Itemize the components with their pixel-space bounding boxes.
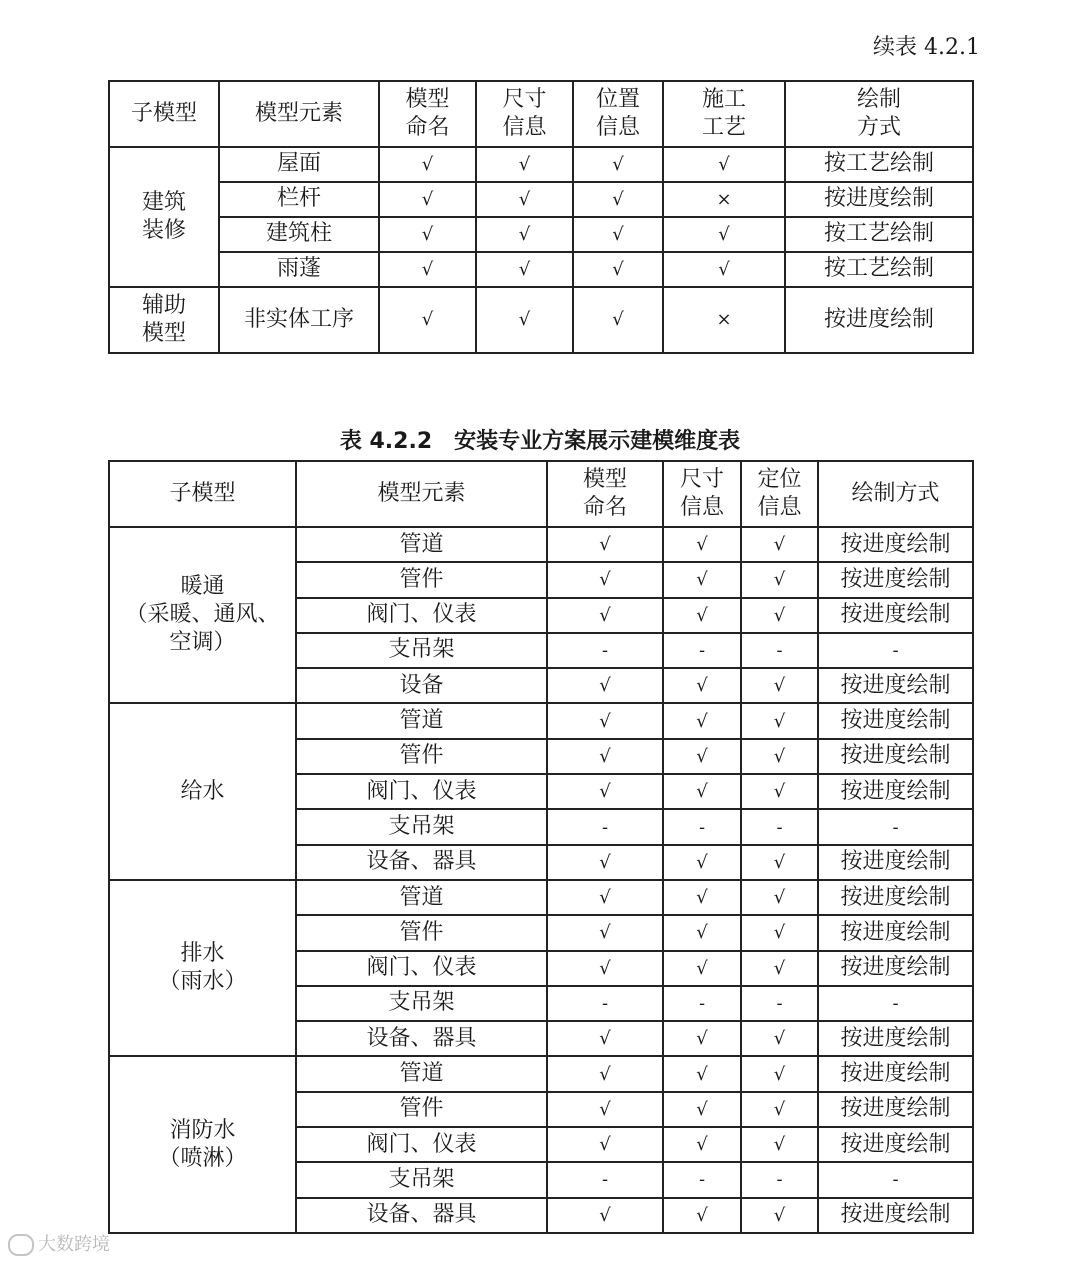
value-cell: - [741, 1162, 818, 1197]
value-cell: √ [379, 252, 476, 287]
column-header: 施工 工艺 [663, 81, 785, 147]
value-cell: √ [547, 562, 663, 597]
value-cell: √ [547, 880, 663, 915]
value-cell: √ [547, 668, 663, 703]
value-cell: √ [547, 598, 663, 633]
submodel-cell: 辅助 模型 [109, 287, 219, 353]
value-cell: 按进度绘制 [785, 182, 973, 217]
value-cell: √ [476, 287, 573, 353]
column-header: 子模型 [109, 461, 296, 527]
value-cell: √ [573, 147, 663, 182]
value-cell: √ [547, 1021, 663, 1056]
value-cell: √ [573, 252, 663, 287]
value-cell: √ [476, 147, 573, 182]
column-header: 模型元素 [296, 461, 547, 527]
value-cell: 按进度绘制 [818, 668, 973, 703]
value-cell: - [663, 986, 741, 1021]
value-cell: × [663, 182, 785, 217]
value-cell: - [818, 633, 973, 668]
value-cell: √ [741, 1127, 818, 1162]
element-cell: 栏杆 [219, 182, 379, 217]
submodel-cell: 消防水 （喷淋） [109, 1056, 296, 1232]
column-header: 尺寸 信息 [476, 81, 573, 147]
element-cell: 支吊架 [296, 633, 547, 668]
value-cell: - [547, 633, 663, 668]
table-row [109, 217, 973, 252]
value-cell: √ [379, 147, 476, 182]
value-cell: √ [573, 217, 663, 252]
value-cell: 按进度绘制 [818, 562, 973, 597]
element-cell: 雨蓬 [219, 252, 379, 287]
table-body [109, 147, 973, 353]
value-cell: 按进度绘制 [818, 1127, 973, 1162]
value-cell: √ [663, 1127, 741, 1162]
value-cell: √ [547, 703, 663, 738]
value-cell: 按进度绘制 [818, 845, 973, 880]
element-cell: 屋面 [219, 147, 379, 182]
value-cell: 按进度绘制 [818, 703, 973, 738]
value-cell: × [663, 287, 785, 353]
value-cell: √ [741, 915, 818, 950]
submodel-cell: 给水 [109, 703, 296, 879]
value-cell: 按进度绘制 [818, 1092, 973, 1127]
column-header: 模型元素 [219, 81, 379, 147]
element-cell: 非实体工序 [219, 287, 379, 353]
element-cell: 支吊架 [296, 986, 547, 1021]
value-cell: 按进度绘制 [785, 287, 973, 353]
table-row [109, 527, 973, 562]
element-cell: 管道 [296, 880, 547, 915]
value-cell: √ [547, 739, 663, 774]
value-cell: √ [476, 217, 573, 252]
value-cell: √ [663, 951, 741, 986]
value-cell: - [741, 809, 818, 844]
value-cell: √ [663, 915, 741, 950]
value-cell: √ [741, 668, 818, 703]
value-cell: √ [663, 668, 741, 703]
value-cell: √ [663, 703, 741, 738]
element-cell: 管件 [296, 1092, 547, 1127]
submodel-cell: 建筑 装修 [109, 147, 219, 287]
table-header-row [109, 81, 973, 147]
table-row [109, 287, 973, 353]
value-cell: √ [741, 1198, 818, 1233]
continued-table-label: 续表 4.2.1 [873, 35, 980, 60]
element-cell: 管件 [296, 739, 547, 774]
table-row [109, 252, 973, 287]
value-cell: √ [663, 739, 741, 774]
value-cell: √ [663, 252, 785, 287]
submodel-cell: 排水 （雨水） [109, 880, 296, 1056]
value-cell: √ [741, 1092, 818, 1127]
table-4-2-1-continued [108, 80, 974, 354]
value-cell: - [547, 986, 663, 1021]
value-cell: - [741, 633, 818, 668]
column-header: 绘制 方式 [785, 81, 973, 147]
element-cell: 设备、器具 [296, 1021, 547, 1056]
value-cell: √ [547, 845, 663, 880]
value-cell: √ [741, 598, 818, 633]
value-cell: √ [547, 1092, 663, 1127]
value-cell: 按工艺绘制 [785, 217, 973, 252]
value-cell: 按进度绘制 [818, 1198, 973, 1233]
element-cell: 阀门、仪表 [296, 598, 547, 633]
value-cell: 按进度绘制 [818, 739, 973, 774]
value-cell: √ [547, 951, 663, 986]
value-cell: √ [476, 182, 573, 217]
value-cell: √ [663, 845, 741, 880]
value-cell: - [818, 986, 973, 1021]
value-cell: √ [547, 1127, 663, 1162]
value-cell: 按进度绘制 [818, 951, 973, 986]
value-cell: √ [476, 252, 573, 287]
table-row [109, 182, 973, 217]
value-cell: 按进度绘制 [818, 915, 973, 950]
value-cell: 按进度绘制 [818, 1021, 973, 1056]
column-header: 模型 命名 [547, 461, 663, 527]
value-cell: 按进度绘制 [818, 598, 973, 633]
value-cell: √ [741, 880, 818, 915]
table-row [109, 880, 973, 915]
value-cell: √ [741, 951, 818, 986]
element-cell: 管道 [296, 1056, 547, 1091]
value-cell: √ [741, 845, 818, 880]
value-cell: - [818, 1162, 973, 1197]
column-header: 绘制方式 [818, 461, 973, 527]
value-cell: √ [663, 1198, 741, 1233]
element-cell: 设备、器具 [296, 1198, 547, 1233]
watermark-text: 大数跨境 [38, 1234, 110, 1255]
element-cell: 支吊架 [296, 809, 547, 844]
value-cell: √ [573, 287, 663, 353]
column-header: 定位 信息 [741, 461, 818, 527]
value-cell: √ [663, 527, 741, 562]
element-cell: 阀门、仪表 [296, 774, 547, 809]
submodel-cell: 暖通 （采暖、通风、 空调） [109, 527, 296, 703]
value-cell: √ [379, 217, 476, 252]
value-cell: √ [547, 1198, 663, 1233]
value-cell: - [547, 1162, 663, 1197]
value-cell: √ [663, 562, 741, 597]
value-cell: - [818, 809, 973, 844]
value-cell: - [741, 986, 818, 1021]
value-cell: 按进度绘制 [818, 774, 973, 809]
table-row [109, 1056, 973, 1091]
value-cell: √ [547, 915, 663, 950]
value-cell: √ [663, 1021, 741, 1056]
value-cell: - [663, 1162, 741, 1197]
value-cell: √ [663, 1092, 741, 1127]
value-cell: √ [741, 527, 818, 562]
value-cell: 按进度绘制 [818, 527, 973, 562]
value-cell: √ [547, 774, 663, 809]
value-cell: √ [379, 287, 476, 353]
column-header: 子模型 [109, 81, 219, 147]
value-cell: √ [663, 147, 785, 182]
element-cell: 管件 [296, 562, 547, 597]
element-cell: 建筑柱 [219, 217, 379, 252]
column-header: 模型 命名 [379, 81, 476, 147]
value-cell: √ [573, 182, 663, 217]
table-4-2-2-title: 表 4.2.2 安装专业方案展示建模维度表 [339, 429, 741, 454]
element-cell: 设备、器具 [296, 845, 547, 880]
value-cell: √ [741, 562, 818, 597]
table-row [109, 147, 973, 182]
element-cell: 管道 [296, 527, 547, 562]
value-cell: 按进度绘制 [818, 1056, 973, 1091]
value-cell: - [547, 809, 663, 844]
value-cell: √ [741, 739, 818, 774]
value-cell: √ [663, 880, 741, 915]
value-cell: - [663, 809, 741, 844]
value-cell: √ [663, 217, 785, 252]
element-cell: 支吊架 [296, 1162, 547, 1197]
watermark [8, 1230, 110, 1256]
table-row [109, 703, 973, 738]
value-cell: 按工艺绘制 [785, 252, 973, 287]
value-cell: √ [663, 774, 741, 809]
value-cell: √ [547, 1056, 663, 1091]
column-header: 位置 信息 [573, 81, 663, 147]
value-cell: √ [547, 527, 663, 562]
value-cell: 按进度绘制 [818, 880, 973, 915]
table-header-row [109, 461, 973, 527]
value-cell: - [663, 633, 741, 668]
value-cell: √ [741, 1056, 818, 1091]
value-cell: √ [741, 1021, 818, 1056]
table-body [109, 527, 973, 1233]
element-cell: 设备 [296, 668, 547, 703]
element-cell: 管件 [296, 915, 547, 950]
value-cell: √ [663, 1056, 741, 1091]
element-cell: 管道 [296, 703, 547, 738]
value-cell: √ [379, 182, 476, 217]
element-cell: 阀门、仪表 [296, 951, 547, 986]
element-cell: 阀门、仪表 [296, 1127, 547, 1162]
value-cell: √ [741, 774, 818, 809]
value-cell: √ [741, 703, 818, 738]
watermark-logo-icon [8, 1234, 34, 1256]
table-4-2-2 [108, 460, 974, 1234]
value-cell: √ [663, 598, 741, 633]
value-cell: 按工艺绘制 [785, 147, 973, 182]
column-header: 尺寸 信息 [663, 461, 741, 527]
